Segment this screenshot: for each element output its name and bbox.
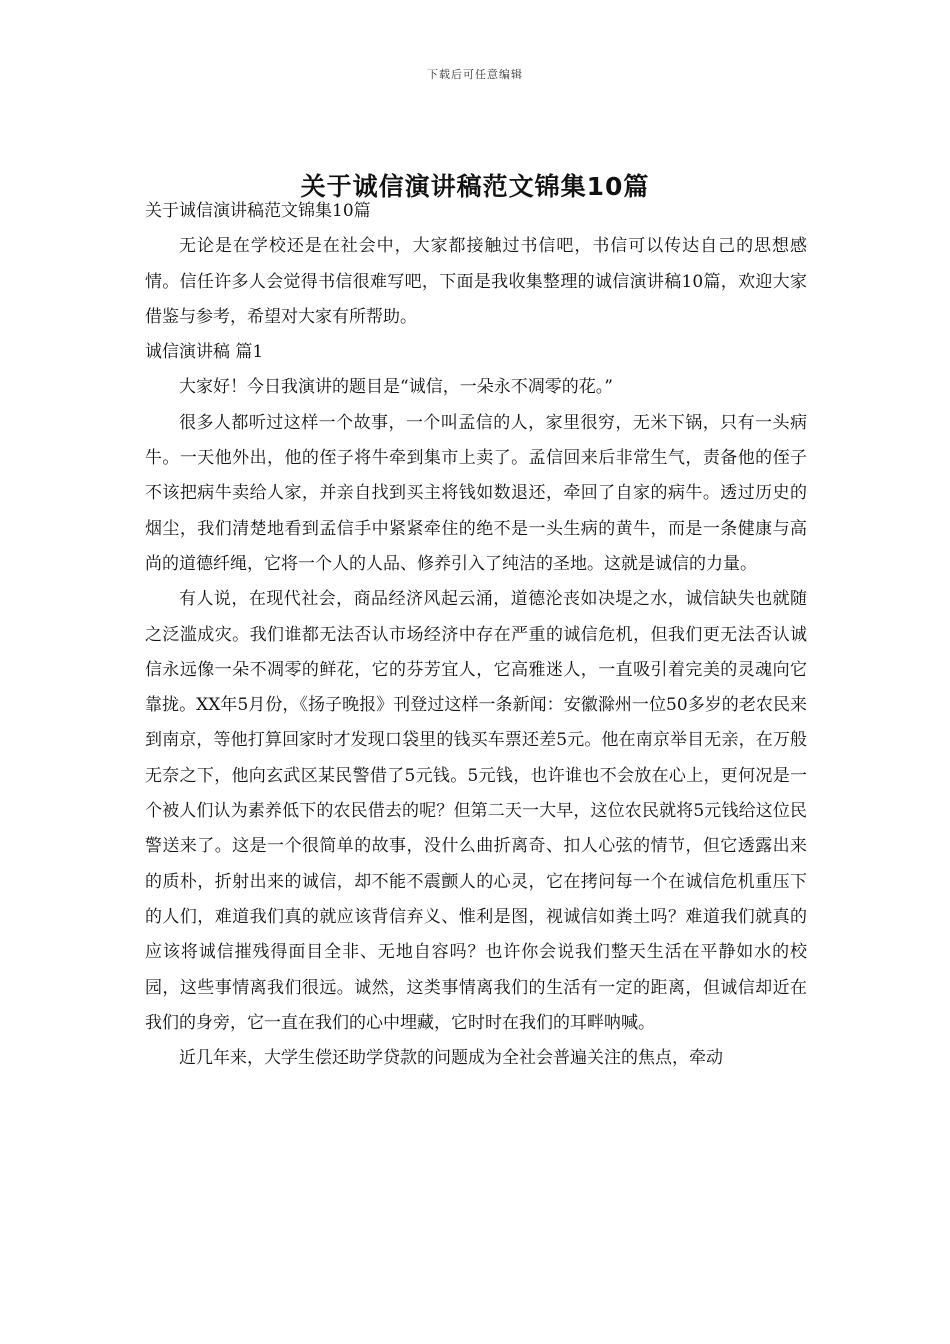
section-heading: 诚信演讲稿 篇1 — [145, 342, 264, 363]
document-body — [145, 194, 807, 1076]
body-paragraph: 有人说，在现代社会，商品经济风起云涌，道德沦丧如决堤之水，诚信缺失也就随之泛滥成灾。我们谁都无法否认市场经济中存在严重的诚信危机，但我们更无法否认诚信永远像一朵不凋零的鲜花，它的芬芳宜人，它高雅迷人，一直吸引着完美的灵魂向它靠拢。XX年5月份，《扬子晚报》刊登过这样一条新闻：安徽滁州一位50多岁的老农民来到南京，等他打算回家时才发现口袋里的钱买车票还差5元。他在南京举目无亲，在万般无奈之下，他向玄武区某民警借了5元钱。5元钱，也许谁也不会放在心上，更何况是一个被人们认为素养低下的农民借去的呢？但第二天一大早，这位农民就将5元钱给这位民警送来了。这是一个很简单的故事，没什么曲折离奇、扣人心弦的情节，但它透露出来的质朴，折射出来的诚信，却不能不震颤人的心灵，它在拷问每一个在诚信危机重压下的人们，难道我们真的就应该背信弃义、惟利是图，视诚信如粪土吗？难道我们就真的应该将诚信摧残得面目全非、无地自容吗？也许你会说我们整天生活在平静如水的校园，这些事情离我们很远。诚然，这类事情离我们的生活有一定的距离，但诚信却近在我们的身旁，它一直在我们的心中埋藏，它时时在我们的耳畔呐喊。 — [145, 589, 807, 1033]
document-title: 关于诚信演讲稿范文锦集10篇 — [300, 171, 650, 201]
header-note: 下载后可任意编辑 — [427, 68, 523, 81]
intro-paragraph: 无论是在学校还是在社会中，大家都接触过书信吧，书信可以传达自己的思想感情。信任许多人会觉得书信很难写吧，下面是我收集整理的诚信演讲稿10篇，欢迎大家借鉴与参考，希望对大家有所帮助。 — [145, 236, 807, 327]
body-paragraph: 很多人都听过这样一个故事，一个叫孟信的人，家里很穷，无米下锅，只有一头病牛。一天他外出，他的侄子将牛牵到集市上卖了。孟信回来后非常生气，责备他的侄子不该把病牛卖给人家，并亲自找到买主将钱如数退还，牵回了自家的病牛。透过历史的烟尘，我们清楚地看到孟信手中紧紧牵住的绝不是一头生病的黄牛，而是一条健康与高尚的道德纤绳，它将一个人的人品、修养引入了纯洁的圣地。这就是诚信的力量。 — [145, 412, 807, 574]
document-subtitle: 关于诚信演讲稿范文锦集10篇 — [145, 201, 371, 221]
body-paragraph: 近几年来，大学生偿还助学贷款的问题成为全社会普遍关注的焦点，牵动 — [179, 1048, 723, 1069]
body-paragraph: 大家好！今日我演讲的题目是“诚信，一朵永不凋零的花。” — [179, 377, 613, 398]
